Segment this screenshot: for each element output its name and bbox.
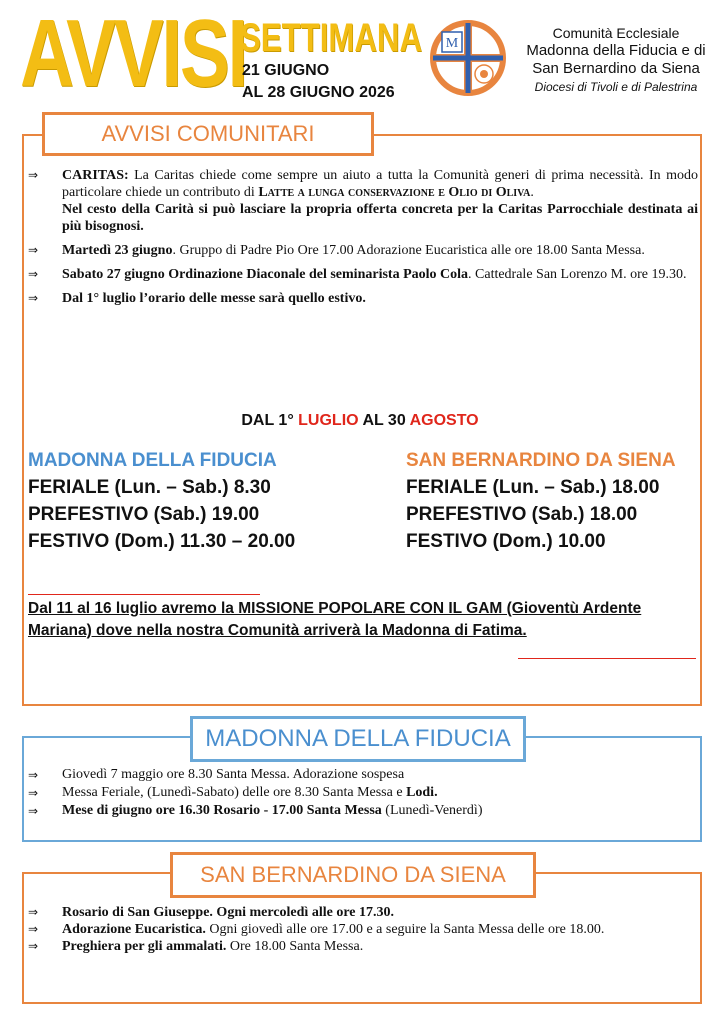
martedi-item [28,242,698,259]
bernardino-item-bold: Preghiera per gli ammalati. [62,939,227,954]
schedule-right-row: PREFESTIVO (Sab.) 18.00 [406,504,638,525]
period-luglio: LUGLIO [298,412,359,429]
schedule-left-row: FERIALE (Lun. – Sab.) 8.30 [28,477,271,498]
fiducia-list [28,766,698,820]
sabato-text: . Cattedrale San Lorenzo M. ore 19.30. [468,267,687,282]
fiducia-item [28,784,698,802]
comunitari-heading: AVVISI COMUNITARI [42,112,374,156]
bernardino-item [28,921,698,938]
arrow-icon: ⇒ [28,804,39,818]
bernardino-item [28,938,698,955]
sabato-label: Sabato 27 giugno Ordinazione Diaconale del seminarista Paolo Cola [62,267,469,282]
luglio-item [28,290,698,307]
community-line-4: Diocesi di Tivoli e di Palestrina [534,80,698,94]
schedule-left-heading: MADONNA DELLA FIDUCIA [28,450,277,471]
fiducia-item [28,766,698,784]
fiducia-item-text: Messa Feriale, (Lunedì-Sabato) delle ore 8.30 Santa Messa e [62,785,407,800]
schedule-left-row: FESTIVO (Dom.) 11.30 – 20.00 [28,531,296,552]
caritas-goods: Latte a lunga conservazione e Olio di Oliva [258,185,531,200]
schedule-right-heading: SAN BERNARDINO DA SIENA [406,450,676,471]
period-agosto: AGOSTO [409,412,479,429]
summer-period [22,412,698,430]
bernardino-item-bold: Rosario di San Giuseppe. Ogni mercoledì alle ore 17.30. [62,905,394,920]
martedi-text: . Gruppo di Padre Pio Ore 17.00 Adorazione Eucaristica alle ore 18.00 Santa Messa. [172,243,645,258]
period-al: AL 30 [358,412,410,429]
schedule-right [406,448,696,555]
arrow-icon: ⇒ [28,786,39,800]
header-title: AVVISI [20,0,246,107]
bernardino-heading: SAN BERNARDINO DA SIENA [170,852,536,898]
bernardino-item [28,904,698,921]
arrow-icon: ⇒ [28,168,39,182]
bernardino-item-bold: Adorazione Eucaristica. [62,922,206,937]
bernardino-item-text: Ore 18.00 Santa Messa. [226,939,364,954]
arrow-icon: ⇒ [28,243,39,257]
red-divider-left [28,594,260,595]
schedule-right-row: FESTIVO (Dom.) 10.00 [406,531,606,552]
luglio-text: Dal 1° luglio l’orario delle messe sarà quello estivo. [62,291,366,306]
arrow-icon: ⇒ [28,939,39,953]
arrow-icon: ⇒ [28,267,39,281]
sabato-item [28,266,698,283]
schedule-left-row: PREFESTIVO (Sab.) 19.00 [28,504,260,525]
community-line-3: San Bernardino da Siena [532,60,700,77]
arrow-icon: ⇒ [28,291,39,305]
fiducia-item-bold: Mese di giugno ore 16.30 Rosario - 17.00 Santa Messa [62,803,382,818]
svg-text:M: M [445,36,459,51]
caritas-item [28,167,698,235]
arrow-icon: ⇒ [28,768,39,782]
fiducia-item-text: Giovedì 7 maggio ore 8.30 Santa Messa. Adorazione sospesa [62,767,405,782]
fiducia-item-bold: Lodi. [406,785,438,800]
caritas-label: CARITAS: [62,168,129,183]
header-subtitle: SETTIMANA [240,16,422,60]
arrow-icon: ⇒ [28,922,39,936]
parish-logo-icon [430,20,506,96]
schedule-left [28,448,368,555]
period-dal: DAL 1° [241,412,299,429]
caritas-end: . [530,185,534,200]
bernardino-item-text: Ogni giovedì alle ore 17.00 e a seguire la Santa Messa delle ore 18.00. [205,922,605,937]
header-dates [242,60,395,104]
community-line-1: Comunità Ecclesiale [552,25,680,41]
community-line-2: Madonna della Fiducia e di [526,42,706,59]
mission-notice: Dal 11 al 16 luglio avremo la MISSIONE POPOLARE CON IL GAM (Gioventù Ardente Mariana) dove nella nostra Comunità arriverà la Madonna di Fatima. [28,600,642,639]
fiducia-item-text: (Lunedì-Venerdì) [381,803,483,818]
caritas-text: La Caritas chiede come sempre un aiuto a tutta la Comunità generi di prima necessità. In modo particolare chiede un contributo di [62,168,698,200]
schedule-right-row: FERIALE (Lun. – Sab.) 18.00 [406,477,660,498]
arrow-icon: ⇒ [28,905,39,919]
fiducia-heading: MADONNA DELLA FIDUCIA [190,716,526,762]
community-block [512,24,720,96]
comunitari-list [28,167,698,307]
martedi-label: Martedì 23 giugno [62,243,173,258]
date-line-1: 21 GIUGNO [242,62,330,79]
date-line-2: AL 28 GIUGNO 2026 [242,84,395,101]
caritas-bold: Nel cesto della Carità si può lasciare la propria offerta concreta per la Caritas Parrocchiale destinata ai più bisognosi. [62,202,698,234]
fiducia-item [28,802,698,820]
bernardino-list [28,904,698,955]
red-divider-right [518,658,696,659]
